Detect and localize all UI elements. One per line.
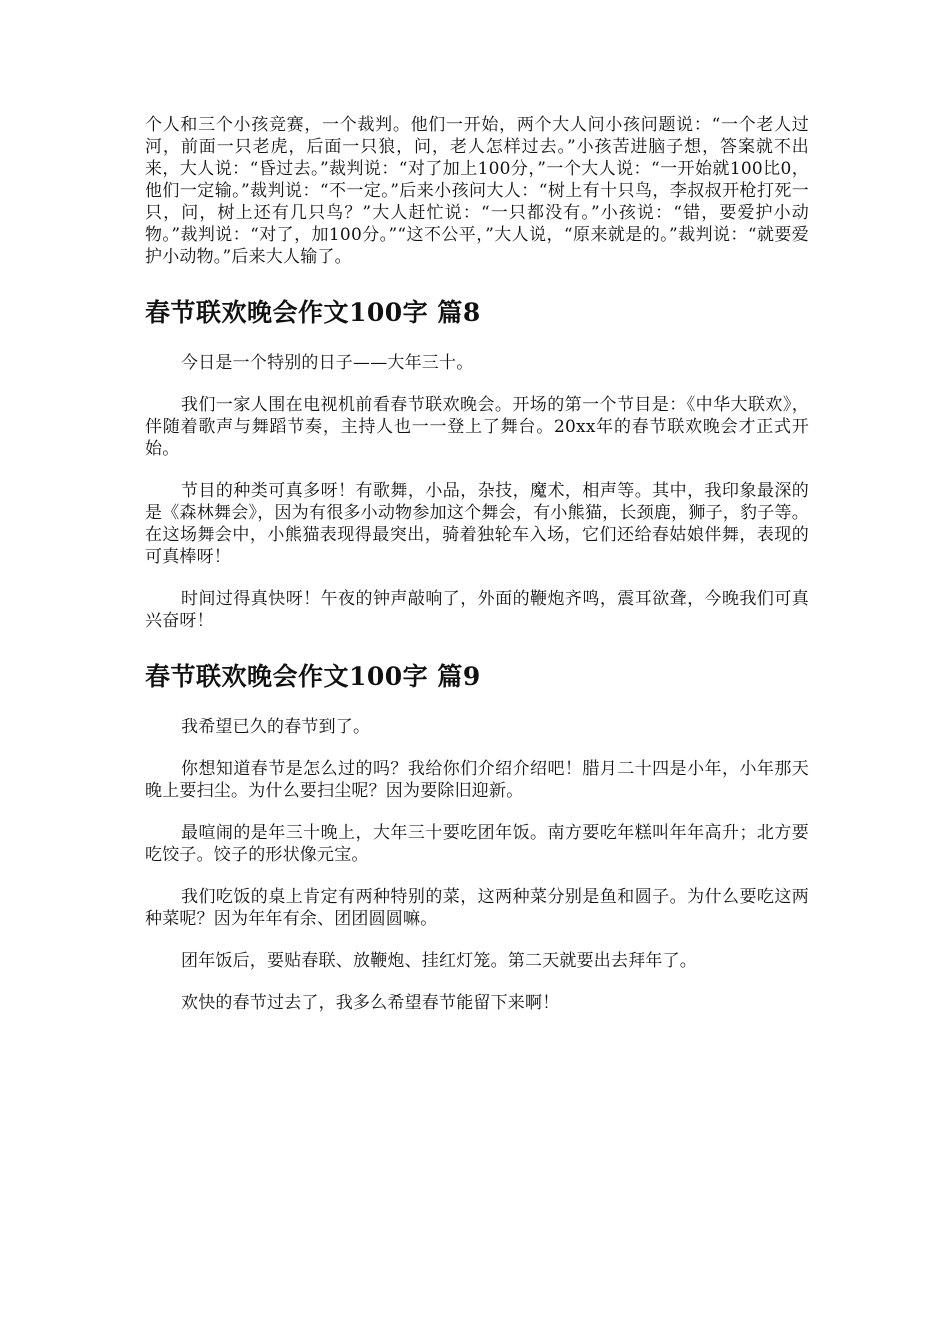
document-page	[145, 114, 809, 1014]
spacer	[145, 802, 809, 822]
section-heading-8: 春节联欢晚会作文100字 篇8	[145, 298, 481, 327]
spacer	[145, 972, 809, 992]
paragraph: 你想知道春节是怎么过的吗？我给你们介绍介绍吧！腊月二十四是小年，小年那天晚上要扫尘。为什么要扫尘呢？因为要除旧迎新。	[145, 759, 809, 801]
spacer	[145, 460, 809, 480]
paragraph: 我们吃饭的桌上肯定有两种特别的菜，这两种菜分别是鱼和圆子。为什么要吃这两种菜呢？因为年年有余、团团圆圆嘛。	[145, 887, 809, 929]
section-heading-9: 春节联欢晚会作文100字 篇9	[145, 662, 481, 691]
paragraph: 时间过得真快呀！午夜的钟声敲响了，外面的鞭炮齐鸣，震耳欲聋，今晚我们可真兴奋呀！	[145, 589, 809, 631]
spacer	[145, 632, 809, 660]
paragraph: 最喧闹的是年三十晚上，大年三十要吃团年饭。南方要吃年糕叫年年高升；北方要吃饺子。饺子的形状像元宝。	[145, 823, 809, 865]
paragraph: 团年饭后，要贴春联、放鞭炮、挂红灯笼。第二天就要出去拜年了。	[181, 951, 697, 971]
spacer	[145, 866, 809, 886]
paragraph: 我希望已久的春节到了。	[181, 717, 371, 737]
spacer	[145, 268, 809, 296]
spacer	[145, 738, 809, 758]
spacer	[145, 374, 809, 394]
paragraph: 节目的种类可真多呀！有歌舞，小品，杂技，魔术，相声等。其中，我印象最深的是《森林舞会》，因为有很多小动物参加这个舞会，有小熊猫，长颈鹿，狮子，豹子等。在这场舞会中，小熊猫表现得最突出，骑着独轮车入场，它们还给春姑娘伴舞，表现的可真棒呀！	[145, 481, 809, 567]
intro-paragraph: 个人和三个小孩竞赛，一个裁判。他们一开始，两个大人问小孩问题说：“一个老人过河，前面一只老虎，后面一只狼，问，老人怎样过去。”小孩苦进脑子想，答案就不出来，大人说：“昏过去。”裁判说：“对了加上100分，”一个大人说：“一开始就100比0，他们一定输。”裁判说：“不一定。”后来小孩问大人：“树上有十只鸟，李叔叔开枪打死一只，问，树上还有几只鸟？”大人赶忙说：“一只都没有。”小孩说：“错，要爱护小动物。”裁判说：“对了，加100分。”“这不公平，”大人说，“原来就是的。”裁判说：“就要爱护小动物。”后来大人输了。	[145, 115, 809, 267]
spacer	[145, 568, 809, 588]
paragraph: 今日是一个特别的日子——大年三十。	[181, 353, 474, 373]
spacer	[145, 330, 809, 352]
spacer	[145, 694, 809, 716]
paragraph: 我们一家人围在电视机前看春节联欢晚会。开场的第一个节目是：《中华大联欢》，伴随着歌声与舞蹈节奏，主持人也一一登上了舞台。20xx年的春节联欢晚会才正式开始。	[145, 395, 809, 459]
paragraph: 欢快的春节过去了，我多么希望春节能留下来啊！	[181, 993, 560, 1013]
spacer	[145, 930, 809, 950]
